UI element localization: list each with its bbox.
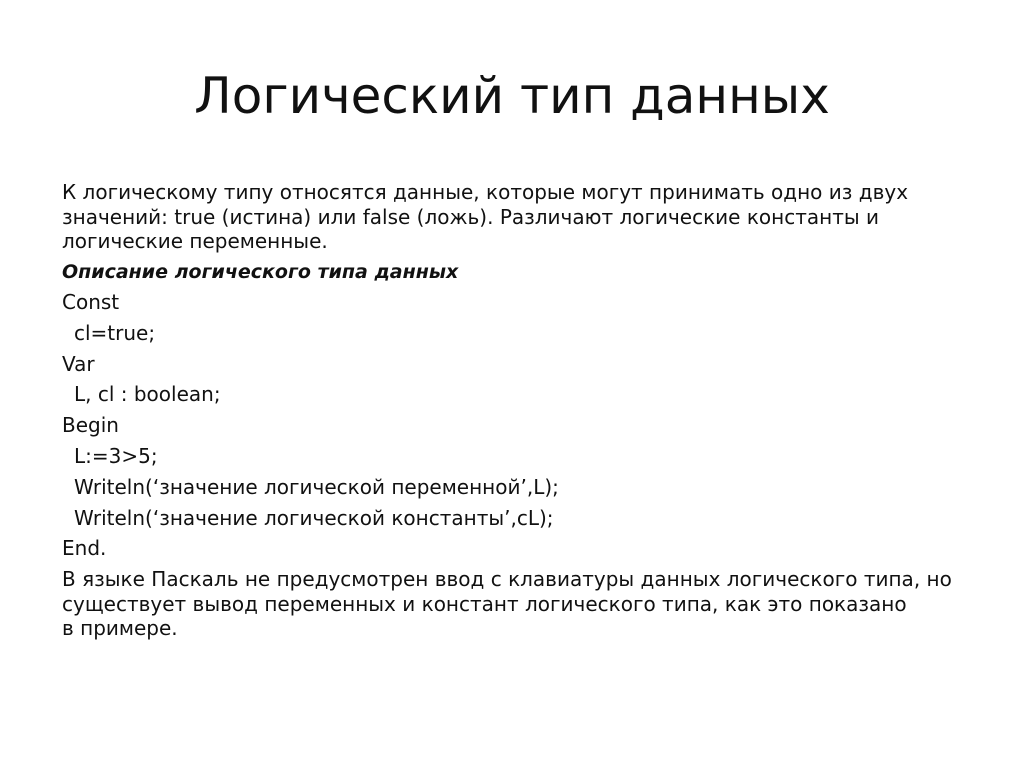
- slide-body: [62, 180, 982, 647]
- section-heading: Описание логического типа данных: [62, 260, 459, 283]
- code-line: Var: [62, 351, 95, 376]
- outro-line-3: в примере.: [62, 616, 178, 641]
- outro-line-2: существует вывод переменных и констант логического типа, как это показано: [62, 591, 907, 616]
- intro-paragraph: [62, 180, 982, 254]
- slide-title: Логический тип данных: [194, 67, 830, 125]
- intro-line-3: логические переменные.: [62, 229, 328, 253]
- code-line: Writeln(‘значение логической константы’,cL);: [74, 505, 554, 530]
- outro-line-1: В языке Паскаль не предусмотрен ввод с клавиатуры данных логического типа, но: [62, 567, 952, 592]
- intro-line-2: значений: true (истина) или false (ложь). Различают логические константы и: [62, 204, 880, 229]
- code-line: cl=true;: [74, 320, 156, 345]
- code-line: Const: [62, 290, 120, 314]
- code-line: End.: [62, 536, 107, 561]
- intro-line-1: К логическому типу относятся данные, которые могут принимать одно из двух: [62, 180, 909, 204]
- outro-paragraph: [62, 567, 982, 641]
- code-line: Begin: [62, 413, 119, 438]
- code-line: L, cl : boolean;: [74, 382, 221, 407]
- code-line: Writeln(‘значение логической переменной’,L);: [74, 474, 559, 499]
- code-line: L:=3>5;: [74, 443, 158, 468]
